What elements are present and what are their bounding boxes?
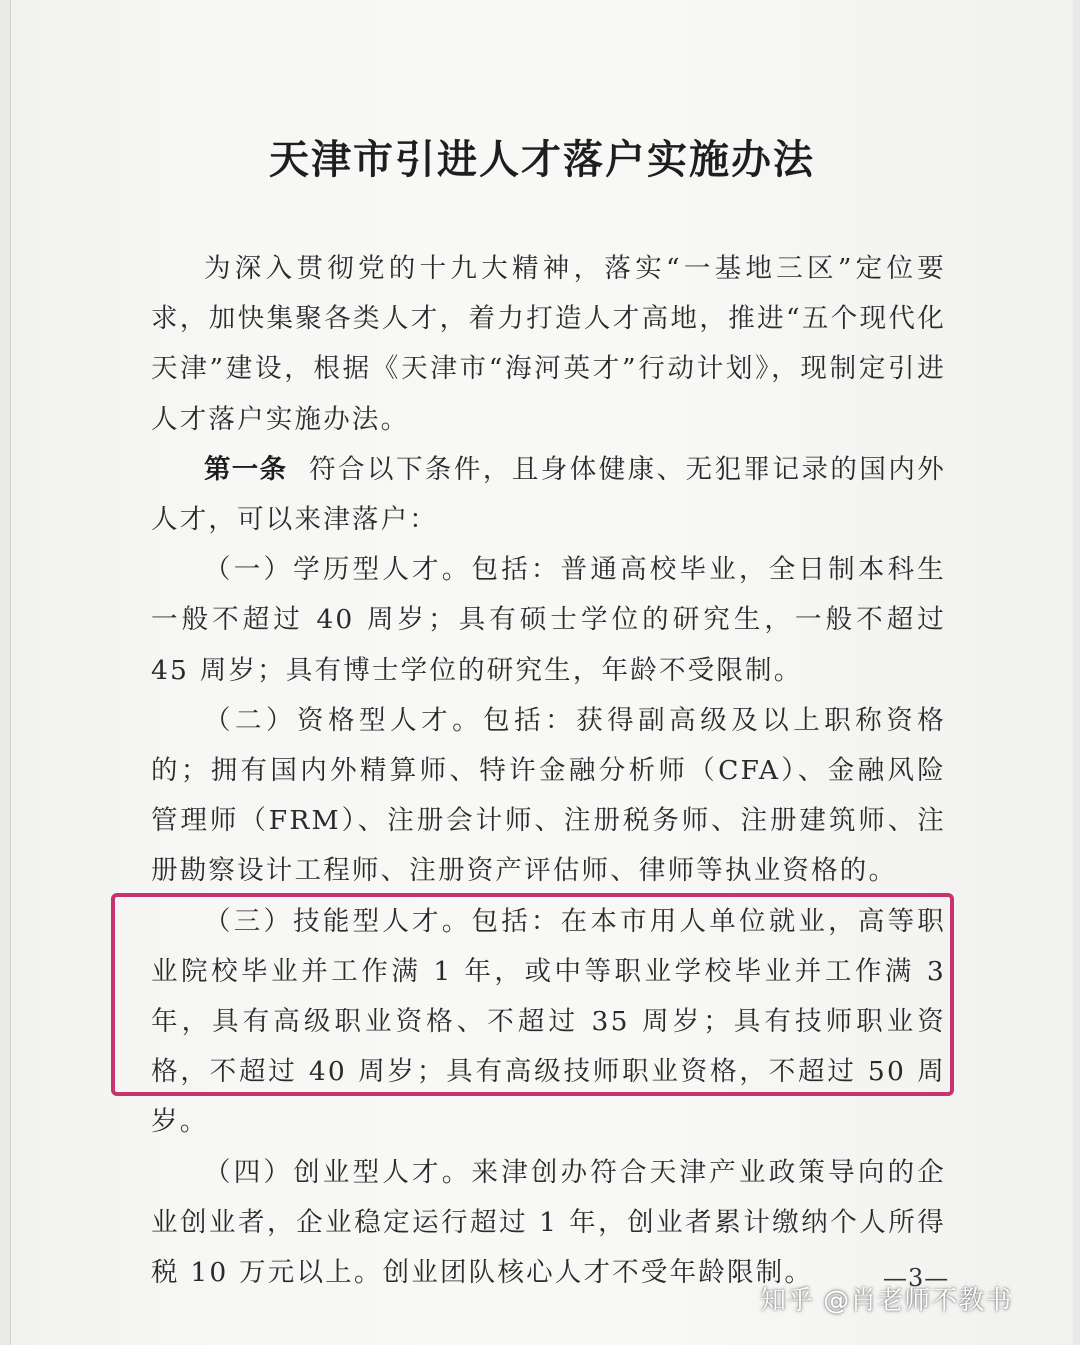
- item-4-paragraph: （四）创业型人才。来津创办符合天津产业政策导向的企业创业者，企业稳定运行超过 1 年，创业者累计缴纳个人所得税 10 万元以上。创业团队核心人才不受年龄限制。: [151, 1156, 946, 1289]
- article-1-label: 第一条: [204, 453, 288, 485]
- item-3-paragraph: （三）技能型人才。包括：在本市用人单位就业，高等职业院校毕业并工作满 1 年，或中等职业学校毕业并工作满 3 年，具有高级职业资格、不超过 35 周岁；具有技师职业资格，不超过 40 周岁；具有高级技师职业资格，不超过 50 周岁。: [151, 905, 946, 1138]
- highlight-box: [111, 893, 954, 1096]
- document-title: 天津市引进人才落户实施办法: [269, 136, 815, 183]
- item-2-paragraph: （二）资格型人才。包括：获得副高级及以上职称资格的；拥有国内外精算师、特许金融分析师（CFA）、金融风险管理师（FRM）、注册会计师、注册税务师、注册建筑师、注册勘察设计工程师、注册资产评估师、律师等执业资格的。: [151, 704, 946, 887]
- document-body: [151, 244, 946, 1298]
- document-page: [10, 0, 1073, 1345]
- page-number: —3—: [883, 1264, 950, 1292]
- watermark: 知乎 @肖老师不教书: [760, 1286, 1013, 1316]
- intro-paragraph: 为深入贯彻党的十九大精神，落实“一基地三区”定位要求，加快集聚各类人才，着力打造人才高地，推进“五个现代化天津”建设，根据《天津市“海河英才”行动计划》，现制定引进人才落户实施办法。: [151, 253, 946, 435]
- article-1-text: 符合以下条件，且身体健康、无犯罪记录的国内外人才，可以来津落户：: [151, 453, 947, 536]
- item-1-paragraph: （一）学历型人才。包括：普通高校毕业，全日制本科生一般不超过 40 周岁；具有硕士学位的研究生，一般不超过 45 周岁；具有博士学位的研究生，年龄不受限制。: [151, 554, 946, 686]
- article-1-paragraph: [151, 445, 946, 545]
